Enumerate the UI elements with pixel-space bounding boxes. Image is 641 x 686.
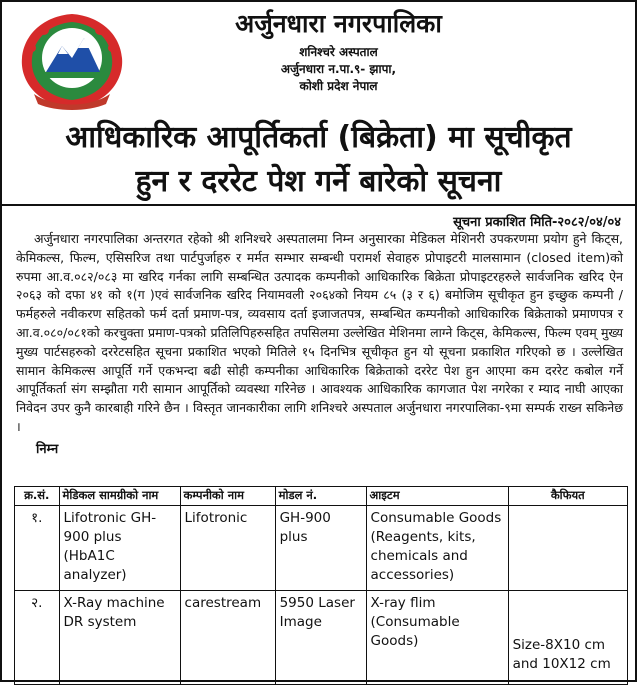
row-sn: २. xyxy=(15,591,60,685)
row-remarks: Size-8X10 cm and 10X12 cm xyxy=(508,591,627,685)
headline-line-2: हुन र दररेट पेश गर्ने बारेको सूचना xyxy=(135,164,502,199)
row-company: carestream xyxy=(180,591,275,685)
col-company: कम्पनीको नाम xyxy=(180,487,275,506)
org-address xyxy=(2,44,635,95)
table-header-row xyxy=(15,487,628,506)
row-medical-item: X-Ray machine DR system xyxy=(59,591,180,685)
row-company: Lifotronic xyxy=(180,506,275,591)
notice-body: अर्जुनधारा नगरपालिका अन्तरगत रहेको श्री शनिश्चरे अस्पतालमा निम्न अनुसारका मेडिकल मेशिनरी उपकरणमा प्रयोग हुने किट्स, केमिकल्स, फिल्म, एसिसरिज तथा पार्टपुर्जाहरु र मर्मत सम्भार सम्बन्धी परामर्श सेवाहरु प्रोपाइटरी मालसामान (closed item)को रुपमा आ.व.०८२/०८३ मा खरिद गर्नका लागि सम्बन्धित उत्पादक कम्पनीको आधिकारिक बिक्रेता प्रोपाइटरहरुले सार्वजनिक खरिद ऐन २०६३ को दफा ४१ को १(ग )एवं सार्वजनिक खरिद नियामवली २०६४को नियम ८५ (३ र ६) बमोजिम सूचीकृत हुन इच्छुक कम्पनी / फर्महरुले नवीकरण सहितको फर्म दर्ता प्रमाण-पत्र, व्यवसाय दर्ता इजाजतपत्र, सम्बन्धित कम्पनीको आधिकारिक बिक्रेताको प्रमाणपत्र र आ.व.०८०/०८१को करचुक्ता प्रमाण-पत्रको प्रतिलिपिहरुसहित तपसिलमा उल्लेखित मेशिनमा लाग्ने किट्स, केमिकल्स, फिल्म एवम् मुख्य मुख्य पार्टसहरुको दररेटसहित सूचना प्रकाशित भएको मितिले १५ दिनभित्र सूचीकृत हुन यो सूचना प्रकाशित गरिएको छ । उल्लेखित सामान केमिकल्स आपूर्ति गर्ने एकभन्दा बढी सोही कम्पनीका आधिकारिक बिक्रेताको दररेट पेश हुन आएमा कम दररेट कबोल गर्ने आपूर्तिकर्ता संग सम्झौता गरी सामान आपूर्तिको व्यवस्था गरिनेछ । आवश्यक आधिकारिक कागजात पेश नगरेका र म्याद नाघी आएका निवेदन उपर कुनै कारबाही गरिने छैन । विस्तृत जानकारीका लागि शनिश्चरे अस्पताल अर्जुनधारा नगरपालिका-९मा सम्पर्क राख्न सकिनेछ । xyxy=(16,231,623,434)
address-line: अर्जुनधारा न.पा.९- झापा, xyxy=(280,62,397,76)
row-item: Consumable Goods (Reagents, kits, chemicals and accessories) xyxy=(366,506,508,591)
item-table xyxy=(14,486,628,685)
table-row xyxy=(15,506,628,591)
hospital-name: शनिश्चरे अस्पताल xyxy=(299,45,378,59)
row-remarks xyxy=(508,506,627,591)
row-item: X-ray flim (Consumable Goods) xyxy=(366,591,508,685)
header xyxy=(2,2,635,118)
publish-date: सूचना प्रकाशित मिति-२०८२/०४/०४ xyxy=(453,215,621,230)
row-sn: १. xyxy=(15,506,60,591)
col-medical-item: मेडिकल सामग्रीको नाम xyxy=(59,487,180,506)
row-model: GH-900 plus xyxy=(275,506,366,591)
province-line: कोशी प्रदेश नेपाल xyxy=(299,79,378,93)
col-remarks: कैफियत xyxy=(508,487,627,506)
col-sn: क्र.सं. xyxy=(15,487,60,506)
col-model: मोडल नं. xyxy=(275,487,366,506)
notice-headline xyxy=(2,116,635,206)
headline-line-1: आधिकारिक आपूर्तिकर्ता (बिक्रेता) मा सूचीकृत xyxy=(65,120,572,155)
col-item: आइटम xyxy=(366,487,508,506)
row-model: 5950 Laser Image xyxy=(275,591,366,685)
below-label: निम्न xyxy=(36,441,59,457)
row-medical-item: Lifotronic GH-900 plus (HbA1C analyzer) xyxy=(59,506,180,591)
org-title: अर्जुनधारा नगरपालिका xyxy=(235,9,442,38)
table-row xyxy=(15,591,628,685)
